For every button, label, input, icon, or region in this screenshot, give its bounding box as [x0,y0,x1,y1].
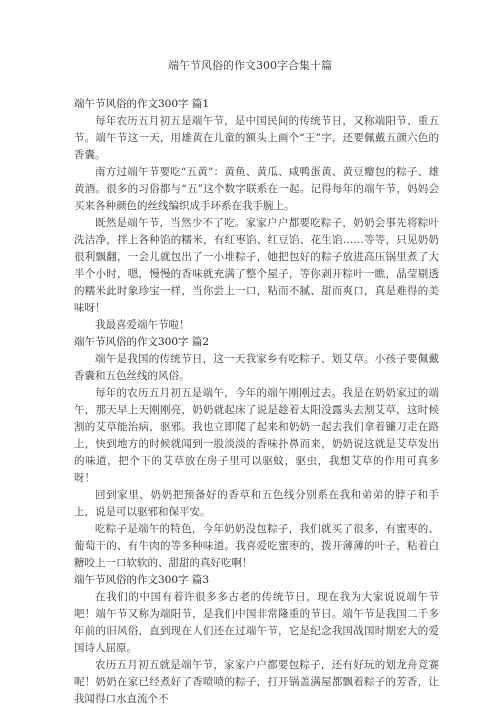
paragraph: 我最喜爱端午节啦！ [95,319,190,331]
paragraph: 回到家里，奶奶把预备好的香草和五色线分别系在我和弟弟的脖子和手上，说是可以驱邪和保平安。 [74,489,439,518]
paragraph: 每年农历五月初五是端午节，是中国民间的传统节日，又称端阳节、重五节。端午节这一天，用雄黄在儿童的额头上画个“王”字，还要佩戴五颜六色的香囊。 [74,115,439,161]
section-heading: 端午节风俗的作文300字 篇2 [74,336,210,348]
paragraph: 既然是端午节，当然少不了吃。家家户户都要吃粽子，奶奶会事先将粽叶洗洁净，拌上各种馅的糯米，有红枣馅、红豆馅、花生馅……等等，只见奶奶很利飘翻，一会儿就包出了一小堆粽子，她把包好的粽子放进高压锅里煮了大半个小时，嗯，慢慢的香味就充满了整个屋子，等你剥开粽叶一瞧，晶莹剔透的糯米此时象珍宝一样，当你尝上一口，粘而不腻、甜而爽口，真是难得的美味呀！ [74,217,439,314]
paragraph: 农历五月初五就是端午节，家家户户都要包粽子，还有好玩的划龙舟竞赛呢！奶奶在家已经煮好了香喷喷的粽子，打开锅盖满屋都飘着粽子的芳香，让我闻得口水直流个不 [74,659,439,705]
document-body [74,96,439,708]
paragraph: 端午是我国的传统节日，这一天我家乡有吃粽子、划艾草。小孩子要佩戴香囊和五色丝线的风俗。 [74,353,439,382]
section-heading: 端午节风俗的作文300字 篇3 [74,574,210,586]
paragraph: 每年的农历五月初五是端午，今年的端午刚刚过去。我是在奶奶家过的端午，那天早上天刚刚亮，奶奶就起床了说是趁着太阳没露头去割艾草，这时候割的艾草能治病，驱邪。我也立即爬了起来和奶奶一起去我们拿着镰刀走在路上，快到地方的时候就闻到一股淡淡的香味扑鼻而来，奶奶说这就是艾草发出的味道，把个下的艾草放在房子里可以驱蚊，驱虫，我想艾草的作用可真多呀！ [74,387,439,484]
paragraph: 吃粽子是端午的特色，今年奶奶没包粽子，我们就买了很多，有蜜枣的、葡萄干的、有牛肉的等多种味道。我喜爱吃蜜枣的，拨开薄薄的叶子，粘着白糖咬上一口软软的、甜甜的真好吃啊！ [74,523,439,569]
paragraph: 在我们的中国有着许很多多古老的传统节日，现在我为大家说说端午节吧！端午节又称为端阳节，是我们中国非常隆重的节日。端午节是我国二千多年前的旧风俗，直到现在人们还在过端午节，它是纪念我国战国时期宏大的爱国诗人屈原。 [74,591,439,654]
section-heading: 端午节风俗的作文300字 篇1 [74,98,210,110]
paragraph: 南方过端午节要吃“五黄”：黄鱼、黄瓜、咸鸭蛋黄、黄豆瓣包的粽子、雄黄酒。很多的习俗都与“五”这个数字联系在一起。记得每年的端午节，妈妈会买来各种颜色的丝线编织成手环系在我手腕上。 [74,166,439,212]
document-title: 端午节风俗的作文300字合集十篇 [168,59,332,72]
